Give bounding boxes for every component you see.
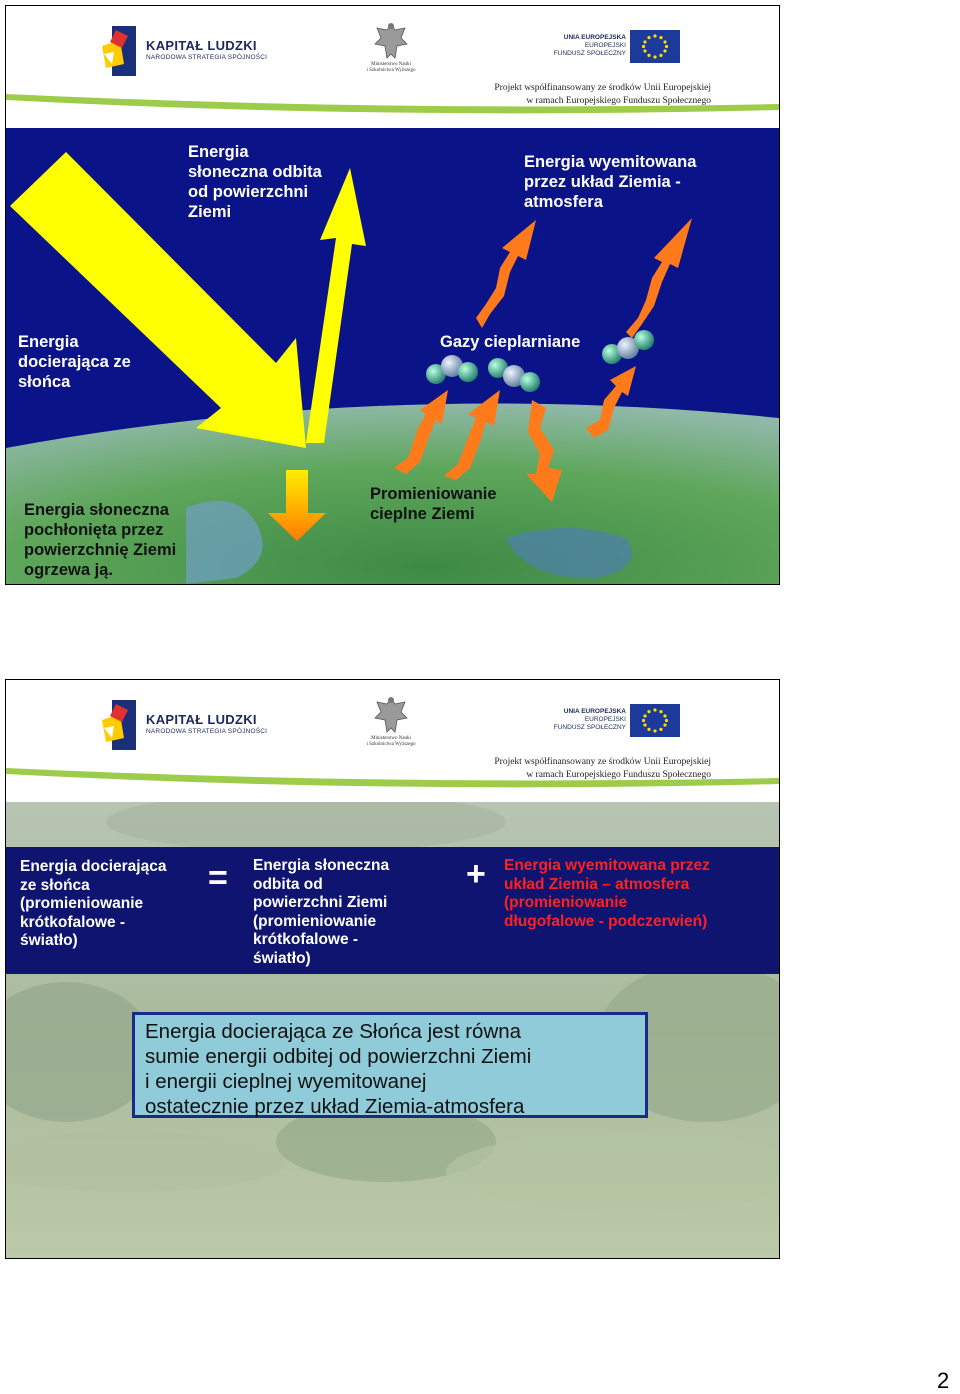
label-thermal-radiation: Promieniowanie cieplne Ziemi [370,485,497,523]
slide-header [6,6,779,128]
slide-greenhouse-diagram [5,5,780,585]
eagle-emblem-icon [371,694,411,738]
slide-energy-balance [5,679,780,1259]
label-absorbed-energy: Energia słoneczna pochłonięta przez powierzchnię Ziemi ogrzewa ją. [24,501,177,579]
ue-text [536,708,626,732]
label-emitted-energy: Energia wyemitowana przez układ Ziemia - atmosfera [524,153,697,211]
ue-line-3: FUNDUSZ SPOŁECZNY [553,724,626,731]
kapital-ludzki-logo [98,698,140,752]
label-reflected-energy: Energia słoneczna odbita od powierzchni Ziemi [188,143,322,221]
label-incoming-energy: Energia docierająca ze słońca [18,333,131,391]
page-number: 2 [937,1368,950,1393]
ministry-line-2: i Szkolnictwa Wyższego [366,68,416,73]
ue-line-3: FUNDUSZ SPOŁECZNY [553,50,626,57]
greenhouse-diagram [6,128,779,584]
kl-subtitle: NARODOWA STRATEGIA SPÓJNOŚCI [146,728,268,735]
kl-title: KAPITAŁ LUDZKI [146,712,257,727]
project-line-2: w ramach Europejskiego Funduszu Społecznego [526,96,711,106]
ue-text [536,34,626,58]
project-line-1: Projekt współfinansowany ze środków Unii Europejskiej [494,83,711,93]
equation-emitted: Energia wyemitowana przez układ Ziemia – atmosfera (promieniowanie długofalowe - podczerwień) [504,857,710,930]
kapital-ludzki-logo [98,24,140,78]
ue-line-1: UNIA EUROPEJSKA [563,708,626,715]
ministry-text [356,736,426,748]
project-line-1: Projekt współfinansowany ze środków Unii Europejskiej [494,757,711,767]
eagle-emblem-icon [371,20,411,64]
plus-sign: + [466,855,486,893]
equation-band [6,847,779,974]
ue-line-1: UNIA EUROPEJSKA [563,34,626,41]
project-line-2: w ramach Europejskiego Funduszu Społecznego [526,770,711,780]
slide-header [6,680,779,802]
equals-sign: = [208,859,228,897]
ministry-text [356,62,426,74]
header-swoosh [6,764,779,800]
eu-flag-icon [630,704,680,737]
summary-box: Energia docierająca ze Słońca jest równa sumie energii odbitej od powierzchni Ziemi i energii cieplnej wyemitowanej ostatecznie przez układ Ziemia-atmosfera [132,1012,648,1118]
label-greenhouse-gases: Gazy cieplarniane [440,333,581,351]
ministry-line-2: i Szkolnictwa Wyższego [366,742,416,747]
equation-reflected: Energia słoneczna odbita od powierzchni Ziemi (promieniowanie krótkofalowe - światło) [253,857,390,967]
ministry-line-1: Ministerstwo Nauki [371,736,411,741]
ministry-line-1: Ministerstwo Nauki [371,62,411,67]
equation-incoming: Energia docierająca ze słońca (promieniowanie krótkofalowe - światło) [20,858,167,949]
energy-balance-panel [6,802,779,1258]
kl-subtitle: NARODOWA STRATEGIA SPÓJNOŚCI [146,54,268,61]
header-swoosh [6,90,779,126]
ue-line-2: EUROPEJSKI [584,716,626,723]
ue-line-2: EUROPEJSKI [584,42,626,49]
eu-flag-icon [630,30,680,63]
kl-title: KAPITAŁ LUDZKI [146,38,257,53]
